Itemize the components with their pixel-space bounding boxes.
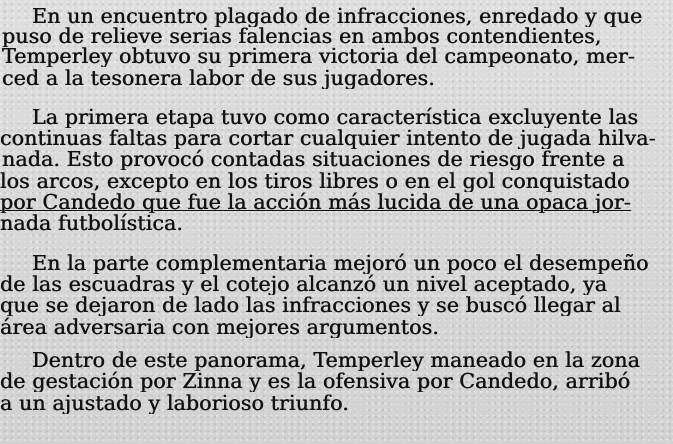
paragraph-4-line-1: Dentro de este panorama, Temperley maneado en la zona: [32, 349, 641, 371]
paragraph-1-line-2: puso de relieve serias falencias en ambos contendientes,: [2, 25, 602, 47]
paragraph-1-line-3: Temperley obtuvo su primera victoria del campeonato, mer-: [2, 45, 635, 67]
paragraph-3-line-2: de las escuadras y el cotejo alcanzó un nivel aceptado, ya: [0, 273, 608, 295]
paragraph-3-line-1: En la parte complementaria mejoró un poco el desempeño: [32, 252, 649, 274]
paragraph-2-line-3: nada. Esto provocó contadas situaciones de riesgo frente a: [2, 148, 625, 170]
paragraph-2-line-2: continuas faltas para cortar cualquier intento de jugada hilva-: [0, 127, 656, 149]
paragraph-4-line-2: de gestación por Zinna y es la ofensiva por Candedo, arribó: [0, 370, 631, 392]
paragraph-1-line-4: ced a la tesonera labor de sus jugadores.: [2, 67, 435, 89]
paragraph-2-line-4: los arcos, excepto en los tiros libres o en el gol conquistado: [0, 170, 630, 192]
paragraph-3-line-3: que se dejaron de lado las infracciones y se buscó llegar al: [0, 294, 621, 316]
paragraph-2-line-5: por Candedo que fue la acción más lucida de una opaca jor-: [0, 191, 631, 213]
paragraph-1-line-1: En un encuentro plagado de infracciones, enredado y que: [32, 5, 643, 27]
paragraph-2-line-1: La primera etapa tuvo como característica excluyente las: [32, 106, 639, 128]
paragraph-2-line-6: nada futbolística.: [0, 212, 184, 234]
paragraph-3-line-4: área adversaria con mejores argumentos.: [0, 316, 439, 338]
paragraph-4-line-3: a un ajustado y laborioso triunfo.: [0, 392, 349, 414]
